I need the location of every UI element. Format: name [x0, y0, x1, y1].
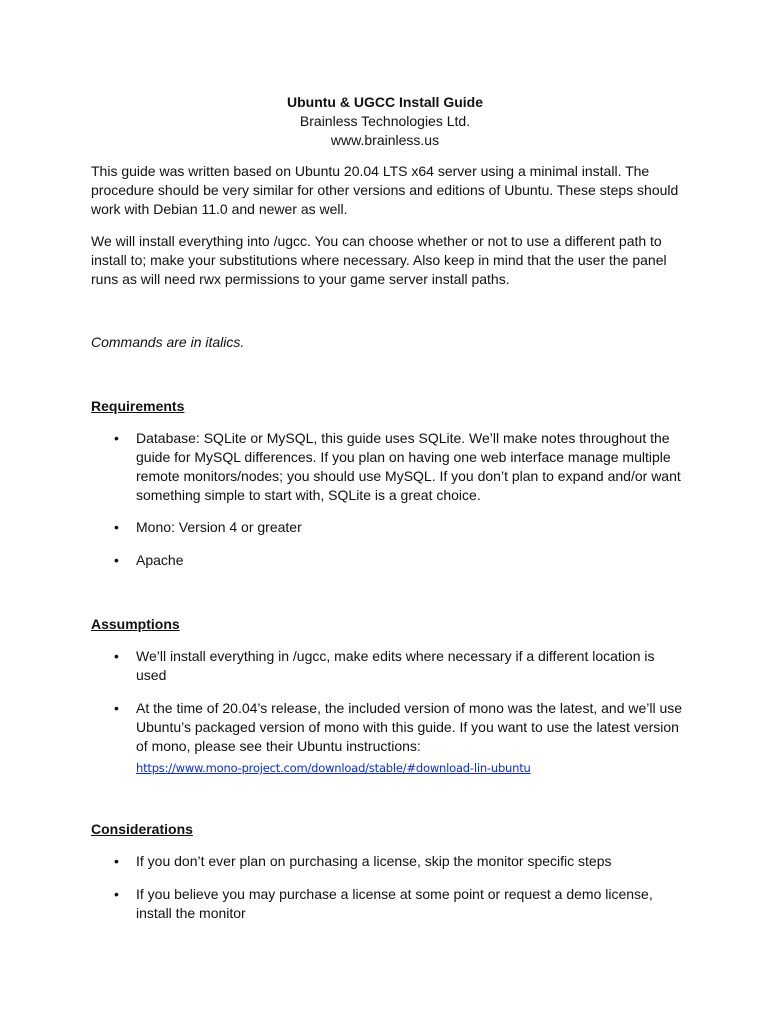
- bullet-icon: •: [114, 853, 119, 869]
- consideration-item-no-license: If you don’t ever plan on purchasing a license, skip the monitor specific steps: [136, 853, 612, 869]
- considerations-heading: Considerations: [91, 821, 193, 837]
- consideration-item-demo-license: If you believe you may purchase a license at some point or request a demo license, install the monitor: [136, 886, 653, 921]
- commands-note: Commands are in italics.: [91, 334, 245, 350]
- title-block: [0, 93, 770, 150]
- bullet-icon: •: [114, 886, 119, 902]
- requirement-item-apache: Apache: [136, 552, 184, 568]
- assumption-mono-text: At the time of 20.04’s release, the included version of mono was the latest, and we’ll use Ubuntu’s packaged version of mono with this guide. If you want to use the latest version of mono, please see their Ubuntu instructions:: [136, 700, 683, 754]
- bullet-icon: •: [114, 648, 119, 664]
- assumption-item-install-path: We’ll install everything in /ugcc, make edits where necessary if a different location is used: [136, 648, 655, 683]
- intro-paragraph-2: We will install everything into /ugcc. You can choose whether or not to use a different path to install to; make your substitutions where necessary. Also keep in mind that the user the panel runs as will need rwx permissions to your game server install paths.: [91, 233, 667, 287]
- bullet-icon: •: [114, 519, 119, 535]
- bullet-icon: •: [114, 552, 119, 568]
- requirement-item-mono: Mono: Version 4 or greater: [136, 519, 302, 535]
- mono-download-link[interactable]: https://www.mono-project.com/download/stable/#download-lin-ubuntu: [136, 761, 531, 775]
- assumptions-heading: Assumptions: [91, 616, 180, 632]
- intro-paragraph-1: This guide was written based on Ubuntu 20.04 LTS x64 server using a minimal install. The procedure should be very similar for other versions and editions of Ubuntu. These steps should work with Debian 11.0 and newer as well.: [91, 163, 679, 217]
- requirements-heading: Requirements: [91, 398, 185, 414]
- requirement-item-database: Database: SQLite or MySQL, this guide uses SQLite. We’ll make notes throughout the guide for MySQL differences. If you plan on having one web interface manage multiple remote monitors/nodes; you should use MySQL. If you don’t plan to expand and/or want something simple to start with, SQLite is a great choice.: [136, 430, 681, 503]
- document-title: Ubuntu & UGCC Install Guide: [287, 94, 483, 110]
- bullet-icon: •: [114, 700, 119, 716]
- assumption-item-mono-version: [136, 699, 686, 778]
- bullet-icon: •: [114, 430, 119, 446]
- company-website: www.brainless.us: [330, 132, 440, 148]
- company-name: Brainless Technologies Ltd.: [299, 113, 471, 129]
